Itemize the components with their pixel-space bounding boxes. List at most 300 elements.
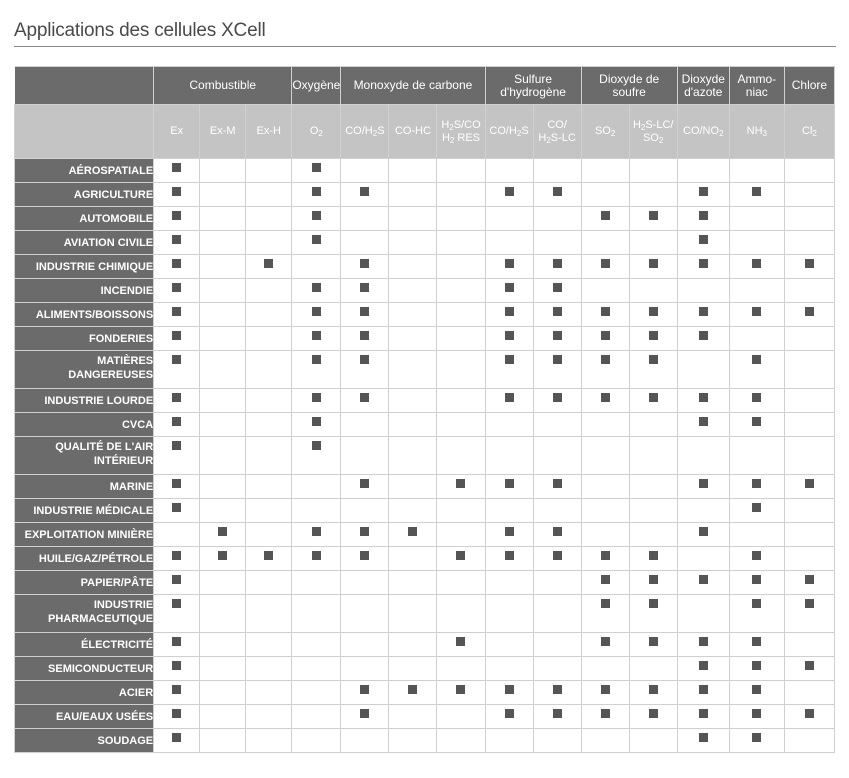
cell-ex bbox=[154, 705, 200, 729]
cell-nh3 bbox=[729, 231, 784, 255]
cell-cono2 bbox=[677, 183, 729, 207]
cell-exm bbox=[200, 351, 246, 389]
cell-coh2s bbox=[341, 729, 389, 753]
applicable-mark-icon bbox=[699, 527, 708, 536]
cell-coh2slc bbox=[533, 255, 581, 279]
cell-cohc bbox=[389, 351, 437, 389]
cell-cohc bbox=[389, 705, 437, 729]
row-label: ALIMENTS/BOISSONS bbox=[15, 303, 154, 327]
cell-cohc bbox=[389, 255, 437, 279]
cell-exm bbox=[200, 729, 246, 753]
cell-nh3 bbox=[729, 547, 784, 571]
row-label: PAPIER/PÂTE bbox=[15, 571, 154, 595]
applicable-mark-icon bbox=[752, 355, 761, 364]
applicable-mark-icon bbox=[699, 417, 708, 426]
applicable-mark-icon bbox=[312, 331, 321, 340]
cell-exh bbox=[246, 633, 292, 657]
applicable-mark-icon bbox=[172, 331, 181, 340]
cell-so2 bbox=[581, 207, 629, 231]
applicable-mark-icon bbox=[649, 211, 658, 220]
cell-h2slcso2 bbox=[629, 681, 677, 705]
group-header: Monoxyde de carbone bbox=[341, 67, 485, 105]
cell-h2scores bbox=[437, 729, 485, 753]
table-row bbox=[15, 327, 835, 351]
applicable-mark-icon bbox=[601, 551, 610, 560]
cell-h2scores bbox=[437, 327, 485, 351]
page-title: Applications des cellules XCell bbox=[14, 20, 266, 41]
cell-h2slcso2 bbox=[629, 547, 677, 571]
cell-h2scores bbox=[437, 303, 485, 327]
cell-ex bbox=[154, 571, 200, 595]
row-label: EAU/EAUX USÉES bbox=[15, 705, 154, 729]
cell-exm bbox=[200, 547, 246, 571]
cell-exh bbox=[246, 389, 292, 413]
cell-coh2s bbox=[341, 657, 389, 681]
cell-cohc bbox=[389, 231, 437, 255]
cell-nh3 bbox=[729, 523, 784, 547]
cell-h2scores bbox=[437, 255, 485, 279]
cell-ex bbox=[154, 729, 200, 753]
cell-exh bbox=[246, 351, 292, 389]
cell-ex bbox=[154, 327, 200, 351]
applicable-mark-icon bbox=[172, 163, 181, 172]
applicable-mark-icon bbox=[172, 417, 181, 426]
cell-cl2 bbox=[784, 523, 834, 547]
table-row bbox=[15, 571, 835, 595]
cell-exh bbox=[246, 207, 292, 231]
cell-cono2 bbox=[677, 389, 729, 413]
cell-nh3 bbox=[729, 681, 784, 705]
cell-cohc bbox=[389, 595, 437, 633]
applicable-mark-icon bbox=[408, 685, 417, 694]
cell-so2 bbox=[581, 351, 629, 389]
header-corner bbox=[15, 67, 154, 105]
applicable-mark-icon bbox=[805, 575, 814, 584]
applicable-mark-icon bbox=[218, 551, 227, 560]
applicable-mark-icon bbox=[505, 187, 514, 196]
cell-cl2 bbox=[784, 571, 834, 595]
cell-ex bbox=[154, 159, 200, 183]
applicable-mark-icon bbox=[172, 441, 181, 450]
cell-so2 bbox=[581, 595, 629, 633]
cell-coh2s bbox=[341, 523, 389, 547]
applicable-mark-icon bbox=[601, 307, 610, 316]
applicable-mark-icon bbox=[752, 187, 761, 196]
applicable-mark-icon bbox=[649, 259, 658, 268]
applicable-mark-icon bbox=[601, 393, 610, 402]
applicable-mark-icon bbox=[456, 551, 465, 560]
applicable-mark-icon bbox=[172, 259, 181, 268]
cell-so2 bbox=[581, 437, 629, 475]
cell-cono2 bbox=[677, 351, 729, 389]
cell-cohc bbox=[389, 183, 437, 207]
applicable-mark-icon bbox=[752, 575, 761, 584]
cell-h2scores bbox=[437, 523, 485, 547]
group-header: Chlore bbox=[784, 67, 834, 105]
row-label: INDUSTRIE MÉDICALE bbox=[15, 499, 154, 523]
header-corner-sub bbox=[15, 105, 154, 159]
applicable-mark-icon bbox=[752, 661, 761, 670]
cell-so2 bbox=[581, 279, 629, 303]
cell-exh bbox=[246, 475, 292, 499]
table-row bbox=[15, 657, 835, 681]
cell-so2 bbox=[581, 547, 629, 571]
cell-so2 bbox=[581, 657, 629, 681]
cell-h2slcso2 bbox=[629, 475, 677, 499]
cell-so2 bbox=[581, 475, 629, 499]
cell-h2slcso2 bbox=[629, 413, 677, 437]
applicable-mark-icon bbox=[360, 187, 369, 196]
cell-cl2 bbox=[784, 159, 834, 183]
cell-exm bbox=[200, 413, 246, 437]
applicable-mark-icon bbox=[752, 259, 761, 268]
applicable-mark-icon bbox=[312, 527, 321, 536]
cell-coh2s bbox=[341, 351, 389, 389]
table-row bbox=[15, 159, 835, 183]
cell-h2slcso2 bbox=[629, 183, 677, 207]
cell-h2scores bbox=[437, 279, 485, 303]
cell-so2 bbox=[581, 705, 629, 729]
cell-exm bbox=[200, 633, 246, 657]
applicable-mark-icon bbox=[312, 441, 321, 450]
cell-ex bbox=[154, 255, 200, 279]
group-header: Dioxyde d'azote bbox=[677, 67, 729, 105]
cell-coh2slc bbox=[533, 657, 581, 681]
cell-ex bbox=[154, 351, 200, 389]
applicable-mark-icon bbox=[505, 479, 514, 488]
cell-h2s_coh2s bbox=[485, 207, 533, 231]
applicable-mark-icon bbox=[172, 235, 181, 244]
cell-h2s_coh2s bbox=[485, 327, 533, 351]
cell-exm bbox=[200, 159, 246, 183]
cell-o2 bbox=[292, 437, 341, 475]
cell-coh2s bbox=[341, 183, 389, 207]
applicable-mark-icon bbox=[360, 551, 369, 560]
cell-cl2 bbox=[784, 231, 834, 255]
cell-h2scores bbox=[437, 571, 485, 595]
applicable-mark-icon bbox=[312, 283, 321, 292]
row-label: ÉLECTRICITÉ bbox=[15, 633, 154, 657]
cell-o2 bbox=[292, 207, 341, 231]
cell-h2slcso2 bbox=[629, 657, 677, 681]
applicable-mark-icon bbox=[752, 599, 761, 608]
applicable-mark-icon bbox=[505, 355, 514, 364]
applicable-mark-icon bbox=[699, 661, 708, 670]
cell-cono2 bbox=[677, 633, 729, 657]
row-label: ACIER bbox=[15, 681, 154, 705]
applicable-mark-icon bbox=[699, 393, 708, 402]
cell-cohc bbox=[389, 571, 437, 595]
cell-h2s_coh2s bbox=[485, 657, 533, 681]
applicable-mark-icon bbox=[649, 575, 658, 584]
applicable-mark-icon bbox=[752, 307, 761, 316]
cell-h2slcso2 bbox=[629, 705, 677, 729]
cell-exh bbox=[246, 303, 292, 327]
cell-ex bbox=[154, 207, 200, 231]
applicable-mark-icon bbox=[805, 259, 814, 268]
applicable-mark-icon bbox=[699, 235, 708, 244]
cell-o2 bbox=[292, 729, 341, 753]
cell-cono2 bbox=[677, 523, 729, 547]
cell-ex bbox=[154, 657, 200, 681]
cell-nh3 bbox=[729, 389, 784, 413]
cell-h2slcso2 bbox=[629, 279, 677, 303]
applicable-mark-icon bbox=[752, 637, 761, 646]
cell-cl2 bbox=[784, 633, 834, 657]
applicable-mark-icon bbox=[601, 709, 610, 718]
cell-coh2slc bbox=[533, 351, 581, 389]
cell-coh2slc bbox=[533, 523, 581, 547]
cell-exm bbox=[200, 303, 246, 327]
column-header-o2: $O_2$ bbox=[292, 105, 341, 159]
applicable-mark-icon bbox=[699, 331, 708, 340]
cell-cl2 bbox=[784, 729, 834, 753]
cell-ex bbox=[154, 523, 200, 547]
row-label: MATIÈRES DANGEREUSES bbox=[15, 351, 154, 389]
applicable-mark-icon bbox=[172, 685, 181, 694]
cell-so2 bbox=[581, 327, 629, 351]
table-body bbox=[15, 159, 835, 753]
applicable-mark-icon bbox=[553, 259, 562, 268]
cell-h2scores bbox=[437, 351, 485, 389]
cell-h2slcso2 bbox=[629, 571, 677, 595]
cell-coh2s bbox=[341, 499, 389, 523]
cell-cono2 bbox=[677, 231, 729, 255]
cell-exh bbox=[246, 183, 292, 207]
cell-h2scores bbox=[437, 183, 485, 207]
applicable-mark-icon bbox=[553, 479, 562, 488]
cell-cono2 bbox=[677, 255, 729, 279]
applications-table bbox=[14, 66, 835, 753]
applicable-mark-icon bbox=[553, 307, 562, 316]
cell-coh2s bbox=[341, 437, 389, 475]
cell-cohc bbox=[389, 633, 437, 657]
cell-coh2slc bbox=[533, 633, 581, 657]
cell-exh bbox=[246, 279, 292, 303]
applicable-mark-icon bbox=[172, 575, 181, 584]
cell-coh2slc bbox=[533, 279, 581, 303]
applicable-mark-icon bbox=[601, 599, 610, 608]
row-label: MARINE bbox=[15, 475, 154, 499]
cell-o2 bbox=[292, 705, 341, 729]
cell-nh3 bbox=[729, 499, 784, 523]
cell-h2slcso2 bbox=[629, 523, 677, 547]
table-row bbox=[15, 255, 835, 279]
applicable-mark-icon bbox=[553, 187, 562, 196]
row-label: AVIATION CIVILE bbox=[15, 231, 154, 255]
table-row bbox=[15, 279, 835, 303]
cell-ex bbox=[154, 475, 200, 499]
cell-ex bbox=[154, 231, 200, 255]
cell-cohc bbox=[389, 327, 437, 351]
row-label: INCENDIE bbox=[15, 279, 154, 303]
applicable-mark-icon bbox=[649, 307, 658, 316]
applicable-mark-icon bbox=[805, 661, 814, 670]
applicable-mark-icon bbox=[312, 417, 321, 426]
table-row bbox=[15, 475, 835, 499]
cell-coh2slc bbox=[533, 595, 581, 633]
table-row bbox=[15, 437, 835, 475]
cell-cohc bbox=[389, 729, 437, 753]
table-row bbox=[15, 595, 835, 633]
column-header-nh3: $NH_3$ bbox=[729, 105, 784, 159]
cell-o2 bbox=[292, 633, 341, 657]
applicable-mark-icon bbox=[752, 733, 761, 742]
cell-h2scores bbox=[437, 499, 485, 523]
cell-cono2 bbox=[677, 595, 729, 633]
cell-nh3 bbox=[729, 279, 784, 303]
cell-so2 bbox=[581, 633, 629, 657]
cell-so2 bbox=[581, 231, 629, 255]
cell-o2 bbox=[292, 547, 341, 571]
applicable-mark-icon bbox=[553, 355, 562, 364]
cell-exh bbox=[246, 705, 292, 729]
cell-exh bbox=[246, 255, 292, 279]
cell-cohc bbox=[389, 523, 437, 547]
applicable-mark-icon bbox=[505, 259, 514, 268]
cell-exm bbox=[200, 595, 246, 633]
cell-exh bbox=[246, 523, 292, 547]
cell-exh bbox=[246, 231, 292, 255]
cell-nh3 bbox=[729, 729, 784, 753]
cell-h2scores bbox=[437, 413, 485, 437]
cell-coh2slc bbox=[533, 231, 581, 255]
table-row bbox=[15, 681, 835, 705]
cell-cl2 bbox=[784, 183, 834, 207]
table-row bbox=[15, 231, 835, 255]
applicable-mark-icon bbox=[264, 551, 273, 560]
applicable-mark-icon bbox=[601, 259, 610, 268]
cell-coh2slc bbox=[533, 475, 581, 499]
cell-o2 bbox=[292, 595, 341, 633]
cell-h2slcso2 bbox=[629, 159, 677, 183]
table-row bbox=[15, 523, 835, 547]
cell-cohc bbox=[389, 657, 437, 681]
cell-cono2 bbox=[677, 327, 729, 351]
table-row bbox=[15, 207, 835, 231]
cell-h2s_coh2s bbox=[485, 255, 533, 279]
applicable-mark-icon bbox=[172, 709, 181, 718]
cell-o2 bbox=[292, 389, 341, 413]
cell-h2slcso2 bbox=[629, 351, 677, 389]
table-row bbox=[15, 499, 835, 523]
cell-nh3 bbox=[729, 705, 784, 729]
cell-o2 bbox=[292, 183, 341, 207]
cell-cl2 bbox=[784, 475, 834, 499]
group-header: Dioxyde de soufre bbox=[581, 67, 677, 105]
applicable-mark-icon bbox=[360, 259, 369, 268]
row-label: AÉROSPATIALE bbox=[15, 159, 154, 183]
cell-coh2slc bbox=[533, 159, 581, 183]
applicable-mark-icon bbox=[360, 393, 369, 402]
applicable-mark-icon bbox=[699, 709, 708, 718]
cell-ex bbox=[154, 389, 200, 413]
cell-nh3 bbox=[729, 571, 784, 595]
applicable-mark-icon bbox=[805, 599, 814, 608]
cell-cl2 bbox=[784, 437, 834, 475]
applicable-mark-icon bbox=[601, 331, 610, 340]
cell-h2slcso2 bbox=[629, 207, 677, 231]
cell-cono2 bbox=[677, 413, 729, 437]
applicable-mark-icon bbox=[312, 355, 321, 364]
cell-coh2s bbox=[341, 389, 389, 413]
cell-coh2s bbox=[341, 633, 389, 657]
cell-h2s_coh2s bbox=[485, 231, 533, 255]
cell-h2s_coh2s bbox=[485, 351, 533, 389]
applicable-mark-icon bbox=[505, 527, 514, 536]
applicable-mark-icon bbox=[505, 307, 514, 316]
cell-o2 bbox=[292, 523, 341, 547]
cell-nh3 bbox=[729, 437, 784, 475]
applicable-mark-icon bbox=[553, 709, 562, 718]
cell-ex bbox=[154, 633, 200, 657]
row-label: INDUSTRIE PHARMACEUTIQUE bbox=[15, 595, 154, 633]
applicable-mark-icon bbox=[805, 479, 814, 488]
cell-cono2 bbox=[677, 571, 729, 595]
cell-h2slcso2 bbox=[629, 633, 677, 657]
cell-coh2slc bbox=[533, 547, 581, 571]
applicable-mark-icon bbox=[752, 685, 761, 694]
table-row bbox=[15, 413, 835, 437]
cell-exh bbox=[246, 499, 292, 523]
applicable-mark-icon bbox=[553, 331, 562, 340]
cell-coh2slc bbox=[533, 183, 581, 207]
applicable-mark-icon bbox=[805, 709, 814, 718]
cell-coh2slc bbox=[533, 499, 581, 523]
column-header-row bbox=[15, 105, 835, 159]
applicable-mark-icon bbox=[699, 637, 708, 646]
column-header-cl2: $Cl_2$ bbox=[784, 105, 834, 159]
cell-o2 bbox=[292, 499, 341, 523]
table-row bbox=[15, 705, 835, 729]
cell-exm bbox=[200, 705, 246, 729]
cell-coh2s bbox=[341, 571, 389, 595]
cell-cohc bbox=[389, 437, 437, 475]
cell-so2 bbox=[581, 571, 629, 595]
applicable-mark-icon bbox=[456, 479, 465, 488]
applicable-mark-icon bbox=[360, 479, 369, 488]
applicable-mark-icon bbox=[505, 709, 514, 718]
cell-cl2 bbox=[784, 657, 834, 681]
cell-coh2s bbox=[341, 475, 389, 499]
applicable-mark-icon bbox=[699, 733, 708, 742]
cell-coh2s bbox=[341, 547, 389, 571]
column-header-h2s_coh2s: $CO/H_2S$ bbox=[485, 105, 533, 159]
cell-cohc bbox=[389, 389, 437, 413]
cell-o2 bbox=[292, 231, 341, 255]
table-row bbox=[15, 547, 835, 571]
cell-h2scores bbox=[437, 657, 485, 681]
applicable-mark-icon bbox=[172, 637, 181, 646]
cell-exm bbox=[200, 255, 246, 279]
cell-cl2 bbox=[784, 207, 834, 231]
cell-cono2 bbox=[677, 207, 729, 231]
cell-exm bbox=[200, 183, 246, 207]
cell-cl2 bbox=[784, 681, 834, 705]
cell-h2scores bbox=[437, 475, 485, 499]
applicable-mark-icon bbox=[360, 685, 369, 694]
applicable-mark-icon bbox=[752, 709, 761, 718]
cell-exm bbox=[200, 681, 246, 705]
cell-o2 bbox=[292, 279, 341, 303]
group-header: Oxygène bbox=[292, 67, 341, 105]
applicable-mark-icon bbox=[649, 599, 658, 608]
applicable-mark-icon bbox=[360, 709, 369, 718]
cell-coh2s bbox=[341, 413, 389, 437]
cell-coh2slc bbox=[533, 705, 581, 729]
cell-h2s_coh2s bbox=[485, 681, 533, 705]
cell-h2scores bbox=[437, 437, 485, 475]
